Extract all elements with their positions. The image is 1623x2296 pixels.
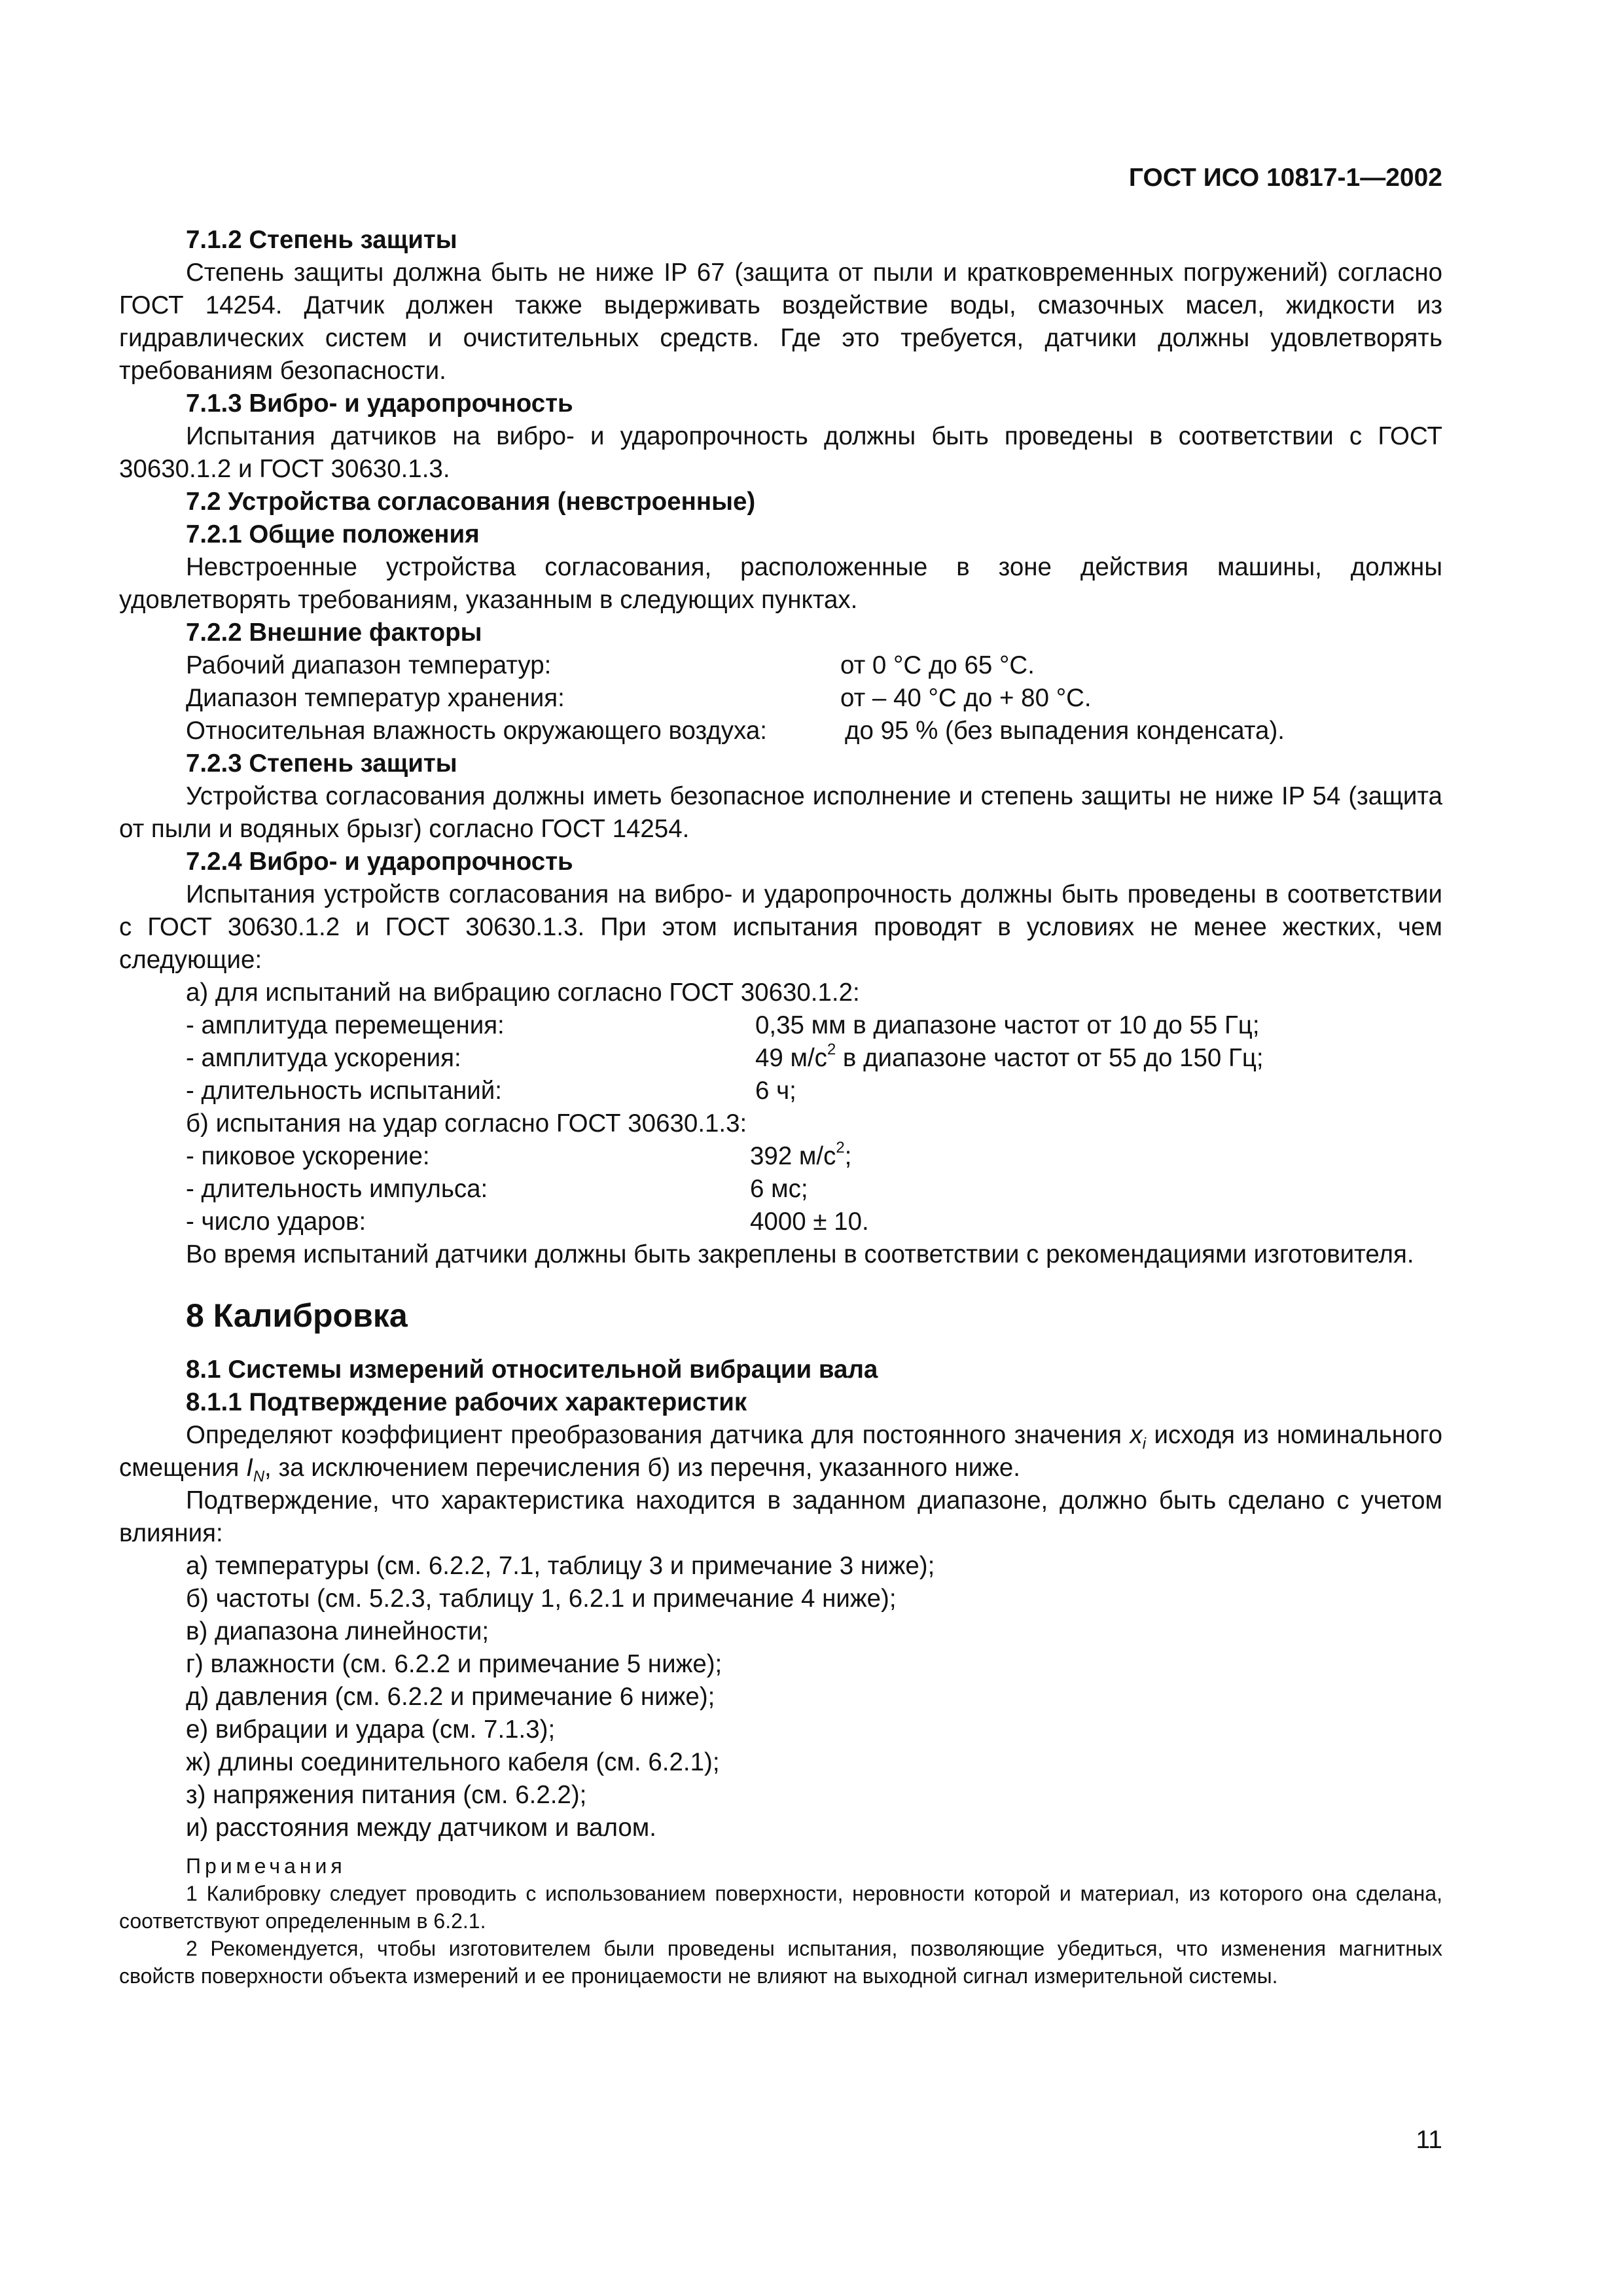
env-value: от – 40 °С до + 80 °С.	[840, 684, 1092, 712]
section-7-2-4-text: Испытания устройств согласования на вибро- и ударопрочность должны быть проведены в соответствии с ГОСТ 30630.1.2 и ГОСТ 30630.1.3. При этом испытания проводят в условиях не менее жестких, чем следующие:	[119, 880, 1442, 974]
env-label: Относительная влажность окружающего воздуха:	[186, 717, 767, 745]
document-header: ГОСТ ИСО 10817-1—2002	[1128, 164, 1442, 192]
vibration-value: 0,35 мм в диапазоне частот от 10 до 55 Гц;	[755, 1011, 1260, 1039]
section-7-1-3-title: 7.1.3 Вибро- и ударопрочность	[186, 389, 573, 418]
list-item: а) температуры (см. 6.2.2, 7.1, таблицу 3 и примечание 3 ниже);	[186, 1552, 935, 1580]
vibration-label: - длительность испытаний:	[186, 1077, 502, 1105]
note-1: 1 Калибровку следует проводить с использованием поверхности, неровности которой и материал, из которого она сделана, соответствуют определенным в 6.2.1.	[119, 1882, 1442, 1933]
shock-value: 4000 ± 10.	[750, 1208, 869, 1236]
section-8-1-title: 8.1 Системы измерений относительной вибрации вала	[186, 1355, 878, 1384]
section-8-1-1-paragraph-2: Подтверждение, что характеристика находится в заданном диапазоне, должно быть сделано с учетом влияния:	[119, 1486, 1442, 1547]
section-7-2-3-text: Устройства согласования должны иметь безопасное исполнение и степень защиты не ниже IP 54 (защита от пыли и водяных брызг) согласно ГОСТ 14254.	[119, 782, 1442, 843]
vibration-value: 6 ч;	[755, 1077, 796, 1105]
shock-value: 392 $м/с^2$;	[750, 1139, 852, 1170]
shock-label: - длительность импульса:	[186, 1175, 488, 1203]
section-7-2-4-closing: Во время испытаний датчики должны быть закреплены в соответствии с рекомендациями изготовителя.	[186, 1240, 1414, 1268]
section-7-2-1-title: 7.2.1 Общие положения	[186, 520, 480, 548]
list-item: з) напряжения питания (см. 6.2.2);	[186, 1781, 587, 1809]
section-7-1-3-text: Испытания датчиков на вибро- и ударопрочность должны быть проведены в соответствии с ГОСТ 30630.1.2 и ГОСТ 30630.1.3.	[119, 422, 1442, 483]
document-page	[119, 158, 1442, 1990]
shock-label: - число ударов:	[186, 1208, 366, 1236]
note-2: 2 Рекомендуется, чтобы изготовителем были проведены испытания, позволяющие убедиться, что изменения магнитных свойств поверхности объекта измерений и ее проницаемости не влияют на выходной сигнал измерительной системы.	[119, 1937, 1442, 1988]
section-7-2-title: 7.2 Устройства согласования (невстроенные)	[186, 488, 756, 516]
env-row	[119, 715, 1442, 747]
section-8-1-1-paragraph-1: Определяют коэффициент преобразования датчика для постоянного значения $x_i$ исходя из номинального смещения $I_N$, за исключением перечисления б) из перечня, указанного ниже.	[119, 1421, 1443, 1486]
list-item: в) диапазона линейности;	[186, 1617, 490, 1645]
list-item: е) вибрации и удара (см. 7.1.3);	[186, 1715, 556, 1744]
env-row	[119, 682, 1442, 715]
env-label: Диапазон температур хранения:	[186, 684, 565, 712]
vibration-label: - амплитуда перемещения:	[186, 1011, 505, 1039]
list-item: д) давления (см. 6.2.2 и примечание 6 ниже);	[186, 1683, 715, 1711]
shock-row	[119, 1206, 1442, 1238]
vibration-row	[119, 1075, 1442, 1107]
notes-block	[119, 1852, 1442, 1990]
section-7-1-2-title: 7.1.2 Степень защиты	[186, 226, 457, 254]
list-item: ж) длины соединительного кабеля (см. 6.2.1);	[186, 1748, 720, 1776]
section-8-title: 8 Калибровка	[186, 1297, 408, 1334]
shock-label: - пиковое ускорение:	[186, 1142, 430, 1170]
list-item: г) влажности (см. 6.2.2 и примечание 5 ниже);	[186, 1650, 722, 1678]
shock-test-title: б) испытания на удар согласно ГОСТ 30630.1.3:	[186, 1109, 747, 1138]
env-value: от 0 °С до 65 °С.	[840, 651, 1035, 679]
section-8-1-1-title: 8.1.1 Подтверждение рабочих характеристик	[186, 1388, 747, 1416]
shock-row	[119, 1140, 1442, 1173]
shock-row	[119, 1173, 1442, 1206]
vibration-row	[119, 1042, 1442, 1075]
shock-value: 6 мс;	[750, 1175, 808, 1203]
notes-title: Примечания	[186, 1854, 346, 1878]
list-item: б) частоты (см. 5.2.3, таблицу 1, 6.2.1 и примечание 4 ниже);	[186, 1585, 897, 1613]
section-7-2-2-title: 7.2.2 Внешние факторы	[186, 619, 482, 647]
env-label: Рабочий диапазон температур:	[186, 651, 552, 679]
env-value: до 95 % (без выпадения конденсата).	[845, 717, 1285, 745]
section-7-1-2-text: Степень защиты должна быть не ниже IP 67 (защита от пыли и кратковременных погружений) согласно ГОСТ 14254. Датчик должен также выдерживать воздействие воды, смазочных масел, жидкости из гидравлических систем и очистительных средств. Где это требуется, датчики должны удовлетворять требованиям безопасности.	[119, 259, 1442, 385]
page-number: 11	[1416, 2126, 1442, 2154]
section-7-2-3-title: 7.2.3 Степень защиты	[186, 749, 457, 778]
vibration-row	[119, 1009, 1442, 1042]
vibration-label: - амплитуда ускорения:	[186, 1044, 461, 1072]
vibration-test-title: а) для испытаний на вибрацию согласно ГОСТ 30630.1.2:	[186, 978, 860, 1007]
section-7-2-4-title: 7.2.4 Вибро- и ударопрочность	[186, 848, 573, 876]
list-item: и) расстояния между датчиком и валом.	[186, 1814, 656, 1842]
section-7-2-1-text: Невстроенные устройства согласования, расположенные в зоне действия машины, должны удовлетворять требованиям, указанным в следующих пунктах.	[119, 553, 1442, 614]
env-row	[119, 649, 1442, 682]
vibration-value: 49 $м/с^2$ в диапазоне частот от 55 до 150 Гц;	[755, 1041, 1264, 1072]
